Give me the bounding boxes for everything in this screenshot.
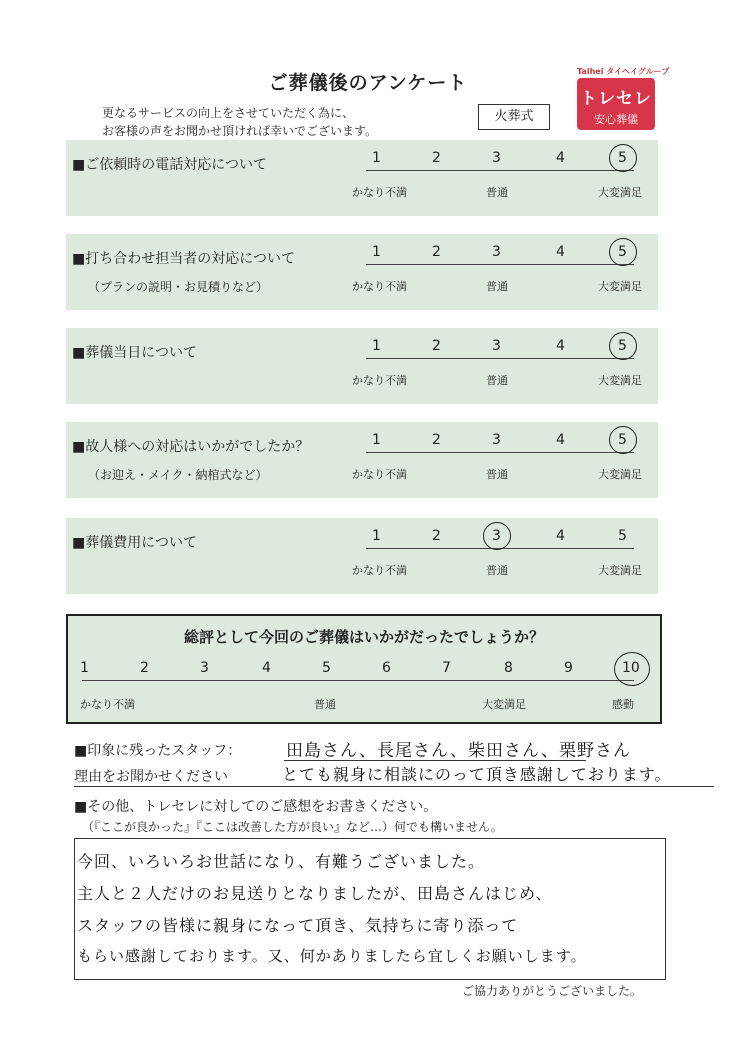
overall-scale-number[interactable]: 10	[622, 660, 640, 676]
intro-text	[102, 104, 377, 140]
scale-line	[366, 264, 634, 265]
scale-number[interactable]: 4	[556, 528, 565, 544]
intro-line-1: 更なるサービスの向上をさせていただく為に、	[102, 106, 355, 120]
intro-line-2: お客様の声をお聞かせ頂ければ幸いでございます。	[102, 124, 378, 138]
comment-line: もらい感謝しております。又、何かありましたら宜しくお願いします。	[77, 947, 587, 965]
scale-number[interactable]: 5	[618, 528, 627, 544]
reason-value: とても親身に相談にのって頂き感謝しております。	[282, 765, 672, 784]
question-box	[66, 328, 658, 404]
scale-label-high: 大変満足	[598, 374, 642, 387]
reason-label: 理由をお聞かせください	[74, 769, 228, 785]
scale-label-high: 大変満足	[598, 468, 642, 481]
scale-label-high: 大変満足	[598, 186, 642, 199]
overall-scale-line	[82, 680, 634, 681]
scale-number[interactable]: 2	[432, 528, 441, 544]
page-title: ご葬儀後のアンケート	[268, 72, 468, 94]
selected-answer-circle	[609, 238, 637, 266]
question-title: ■打ち合わせ担当者の対応について	[72, 251, 295, 267]
scale-number[interactable]: 4	[556, 150, 565, 166]
overall-scale-number[interactable]: 6	[382, 660, 391, 676]
scale-number[interactable]: 1	[372, 432, 381, 448]
comments-hint: （『ここが良かった』『ここは改善した方が良い』など…）何でも構いません。	[82, 820, 503, 834]
selected-answer-circle	[609, 332, 637, 360]
brand-group-label: Taihei タイヘイグループ	[577, 67, 670, 76]
comments-label: ■その他、トレセレに対してのご感想をお書きください。	[74, 799, 438, 815]
question-box	[66, 518, 658, 594]
question-box	[66, 140, 658, 216]
scale-number[interactable]: 2	[432, 150, 441, 166]
overall-scale-number[interactable]: 2	[140, 660, 149, 676]
overall-scale-number[interactable]: 7	[442, 660, 451, 676]
footer-thanks: ご協力ありがとうございました。	[462, 984, 643, 998]
scale-number[interactable]: 2	[432, 432, 441, 448]
scale-label-low: かなり不満	[352, 280, 407, 293]
selected-answer-circle	[609, 144, 637, 172]
scale-number[interactable]: 2	[432, 244, 441, 260]
question-title: ■葬儀費用について	[72, 535, 197, 551]
overall-label-mid: 普通	[314, 698, 336, 711]
overall-label-top: 感動	[612, 698, 634, 711]
scale-line	[366, 358, 634, 359]
overall-selected-circle	[614, 652, 650, 686]
comments-box	[74, 838, 666, 980]
scale-number[interactable]: 1	[372, 338, 381, 354]
scale-number[interactable]: 1	[372, 244, 381, 260]
scale-label-low: かなり不満	[352, 564, 407, 577]
staff-value: 田島さん、長尾さん、柴田さん、栗野さん	[286, 741, 632, 761]
logo-sub-text: 安心葬儀	[594, 113, 638, 126]
scale-label-mid: 普通	[486, 374, 508, 387]
scale-label-mid: 普通	[486, 186, 508, 199]
comment-line: 今回、いろいろお世話になり、有難うございました。	[77, 852, 486, 871]
overall-scale-number[interactable]: 8	[504, 660, 513, 676]
overall-rating-box	[66, 614, 662, 724]
overall-label-low: かなり不満	[80, 698, 135, 711]
ceremony-type-box: 火葬式	[478, 104, 550, 130]
question-title: ■ご依頼時の電話対応について	[72, 157, 267, 173]
scale-number[interactable]: 1	[372, 528, 381, 544]
scale-number[interactable]: 5	[618, 338, 627, 354]
staff-label: ■印象に残ったスタッフ：	[74, 743, 242, 759]
scale-number[interactable]: 4	[556, 244, 565, 260]
scale-number[interactable]: 3	[492, 528, 501, 544]
scale-number[interactable]: 4	[556, 432, 565, 448]
scale-number[interactable]: 5	[618, 150, 627, 166]
scale-label-low: かなり不満	[352, 468, 407, 481]
overall-scale-number[interactable]: 3	[200, 660, 209, 676]
scale-line	[366, 452, 634, 453]
scale-number[interactable]: 1	[372, 150, 381, 166]
question-box	[66, 422, 658, 498]
overall-title: 総評として今回のご葬儀はいかがだったでしょうか？	[183, 628, 544, 646]
overall-scale-number[interactable]: 1	[80, 660, 89, 676]
overall-scale-number[interactable]: 5	[322, 660, 331, 676]
reason-underline	[74, 786, 714, 787]
scale-label-high: 大変満足	[598, 564, 642, 577]
overall-scale-number[interactable]: 4	[262, 660, 271, 676]
scale-label-mid: 普通	[486, 468, 508, 481]
question-box	[66, 234, 658, 310]
comment-line: 主人と２人だけのお見送りとなりましたが、田島さんはじめ、	[77, 884, 553, 903]
scale-number[interactable]: 4	[556, 338, 565, 354]
question-subtitle: （お迎え・メイク・納棺式など）	[88, 468, 268, 482]
selected-answer-circle	[609, 426, 637, 454]
scale-number[interactable]: 3	[492, 338, 501, 354]
question-title: ■故人様への対応はいかがでしたか？	[72, 439, 310, 455]
scale-label-mid: 普通	[486, 280, 508, 293]
scale-line	[366, 170, 634, 171]
question-title: ■葬儀当日について	[72, 345, 197, 361]
selected-answer-circle	[483, 522, 511, 550]
overall-label-high: 大変満足	[482, 698, 526, 711]
scale-number[interactable]: 3	[492, 432, 501, 448]
scale-number[interactable]: 5	[618, 244, 627, 260]
staff-underline	[284, 760, 586, 761]
scale-label-mid: 普通	[486, 564, 508, 577]
scale-label-low: かなり不満	[352, 186, 407, 199]
scale-number[interactable]: 3	[492, 244, 501, 260]
scale-label-high: 大変満足	[598, 280, 642, 293]
tresele-logo	[577, 78, 655, 130]
overall-scale-number[interactable]: 9	[564, 660, 573, 676]
scale-number[interactable]: 5	[618, 432, 627, 448]
scale-label-low: かなり不満	[352, 374, 407, 387]
question-subtitle: （プランの説明・お見積りなど）	[88, 280, 269, 294]
comment-line: スタッフの皆様に親身になって頂き、気持ちに寄り添って	[77, 916, 519, 935]
scale-number[interactable]: 2	[432, 338, 441, 354]
scale-number[interactable]: 3	[492, 150, 501, 166]
logo-main-text: トレセレ	[580, 89, 652, 109]
